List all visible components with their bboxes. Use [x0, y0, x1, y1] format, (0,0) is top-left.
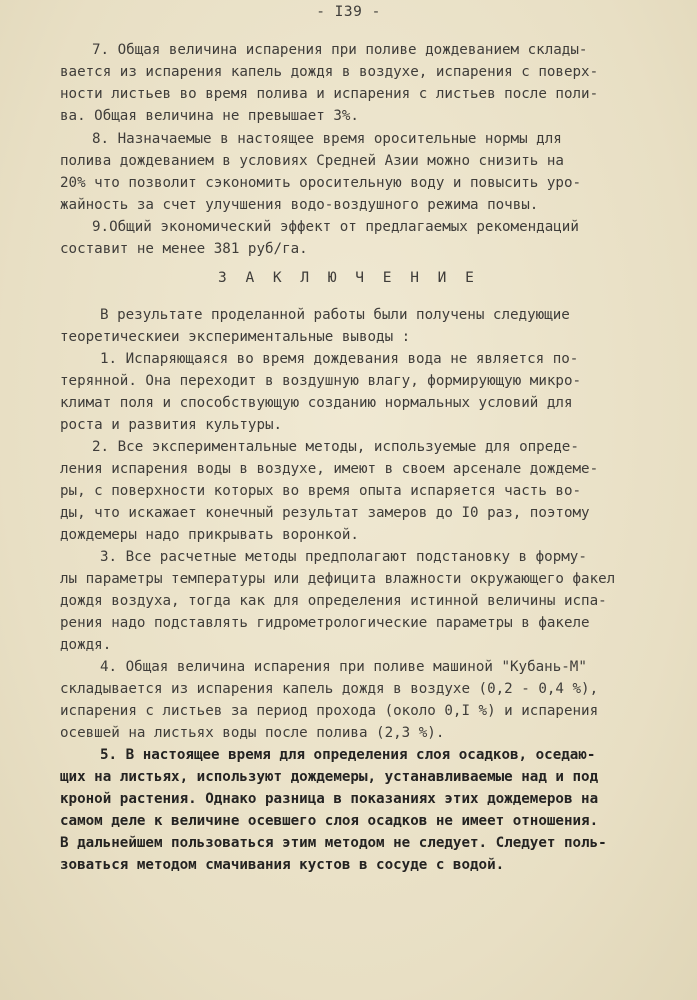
text-line: ности листьев во время полива и испарения с листьев после поли-: [60, 86, 599, 102]
text-line: ры, с поверхности которых во время опыта испаряется часть во-: [60, 483, 582, 499]
text-line: 20% что позволит сэкономить оросительную воду и повысить уро-: [60, 175, 582, 191]
text-line: 4. Общая величина испарения при поливе машиной "Кубань-М": [100, 659, 587, 675]
text-line: 1. Испаряющаяся во время дождевания вода не является по-: [100, 351, 579, 367]
text-line: 5. В настоящее время для определения слоя осадков, оседаю-: [100, 747, 596, 763]
text-line: испарения с листьев за период прохода (около 0,I %) и испарения: [60, 703, 599, 719]
text-line: климат поля и способствующую созданию нормальных условий для: [60, 395, 573, 411]
text-line: жайность за счет улучшения водо-воздушного режима почвы.: [60, 197, 539, 213]
text-line: самом деле к величине осевшего слоя осадков не имеет отношения.: [60, 813, 599, 829]
text-line: дождемеры надо прикрывать воронкой.: [60, 527, 359, 543]
text-line: ды, что искажает конечный результат замеров до I0 раз, поэтому: [60, 505, 590, 521]
text-line: зоваться методом смачивания кустов в сосуде с водой.: [60, 857, 505, 873]
text-line: 3. Все расчетные методы предполагают подстановку в форму-: [100, 549, 587, 565]
text-line: дождя воздуха, тогда как для определения истинной величины испа-: [60, 593, 607, 609]
text-line: рения надо подставлять гидрометрологические параметры в факеле: [60, 615, 590, 631]
text-line: теоретическиеи экспериментальные выводы :: [60, 329, 411, 345]
text-line: В дальнейшем пользоваться этим методом не следует. Следует поль-: [60, 835, 607, 851]
text-line: дождя.: [60, 637, 112, 653]
page-number: - I39 -: [316, 4, 381, 20]
text-line: терянной. Она переходит в воздушную влагу, формирующую микро-: [60, 373, 582, 389]
text-line: кроной растения. Однако разница в показаниях этих дождемеров на: [60, 791, 599, 807]
text-line: 2. Все экспериментальные методы, используемые для опреде-: [92, 439, 579, 455]
text-line: полива дождеванием в условиях Средней Азии можно снизить на: [60, 153, 564, 169]
text-line: 7. Общая величина испарения при поливе дождеванием склады-: [92, 42, 588, 58]
text-line: щих на листьях, используют дождемеры, устанавливаемые над и под: [60, 769, 599, 785]
text-line: роста и развития культуры.: [60, 417, 283, 433]
text-line: вается из испарения капель дождя в воздухе, испарения с поверх-: [60, 64, 599, 80]
text-line: 9.Общий экономический эффект от предлагаемых рекомендаций: [92, 219, 579, 235]
text-line: осевшей на листьях воды после полива (2,3 %).: [60, 725, 445, 741]
text-line: лы параметры температуры или дефицита влажности окружающего факел: [60, 571, 616, 587]
text-line: 8. Назначаемые в настоящее время оросительные нормы для: [92, 131, 562, 147]
text-line: ва. Общая величина не превышает 3%.: [60, 108, 359, 124]
text-line: составит не менее 381 руб/га.: [60, 241, 308, 257]
section-heading: З А К Л Ю Ч Е Н И Е: [218, 270, 479, 286]
text-line: ления испарения воды в воздухе, имеют в своем арсенале дождеме-: [60, 461, 599, 477]
text-line: складывается из испарения капель дождя в воздухе (0,2 - 0,4 %),: [60, 681, 599, 697]
text-line: В результате проделанной работы были получены следующие: [100, 307, 570, 323]
